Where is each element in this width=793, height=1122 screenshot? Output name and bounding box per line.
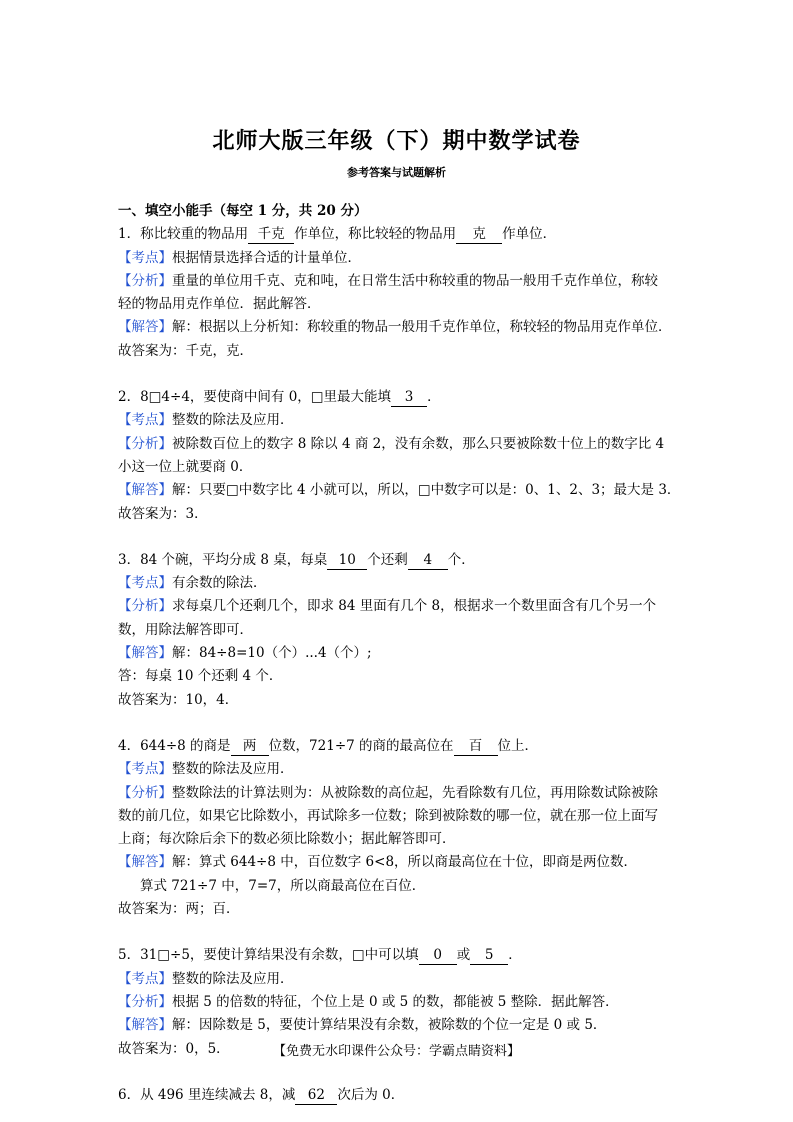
answer-blank: 百 [454, 737, 498, 756]
answer-blank: 克 [456, 225, 502, 244]
fenxi-tag: 【分析】 [118, 272, 172, 289]
fenxi-tag: 【分析】 [118, 435, 172, 452]
section-heading: 一、填空小能手（每空 1 分，共 20 分） [118, 203, 368, 219]
kaodian-tag: 【考点】 [118, 761, 172, 778]
answer-blank: 两 [231, 737, 269, 756]
question-2: 2．8□4÷4，要使商中间有 0，□里最大能填 3 ． [118, 389, 441, 406]
answer-blank: 10 [327, 551, 367, 570]
answer-blank: 5 [470, 946, 508, 965]
answer-line: 故答案为：千克，克． [118, 342, 253, 359]
fenxi-row: 【分析】整数除法的计算法则为：从被除数的高位起，先看除数有几位，再用除数试除被除 [118, 784, 658, 801]
fenxi-tag: 【分析】 [118, 993, 172, 1010]
answer-line: 故答案为：3． [118, 505, 208, 522]
answer-blank: 0 [419, 946, 457, 965]
jieda-row: 【解答】解：因除数是 5，要使计算结果没有余数，被除数的个位一定是 0 或 5． [118, 1017, 607, 1034]
question-4: 4．644÷8 的商是 两 位数，721÷7 的商的最高位在 百 位上． [118, 737, 539, 754]
text-line: 轻的物品用克作单位．据此解答． [118, 296, 321, 313]
fenxi-tag: 【分析】 [118, 598, 172, 615]
fenxi-row: 【分析】根据 5 的倍数的特征，个位上是 0 或 5 的数，都能被 5 整除．据此解答． [118, 993, 619, 1010]
jieda-tag: 【解答】 [118, 854, 172, 871]
page-title: 北师大版三年级（下）期中数学试卷 [212, 128, 581, 154]
jieda-row: 【解答】解：只要□中数字比 4 小就可以，所以，□中数字可以是：0、1、2、3；最大是 3． [118, 482, 681, 499]
kaodian-tag: 【考点】 [118, 412, 172, 429]
kaodian-tag: 【考点】 [118, 575, 172, 592]
text-line: 上商；每次除后余下的数必须比除数小；据此解答即可． [118, 831, 456, 848]
question-5: 5．31□÷5，要使计算结果没有余数，□中可以填 0 或 5 ． [118, 947, 522, 964]
kaodian-row: 【考点】根据情景选择合适的计量单位． [118, 249, 361, 266]
text-line: 算式 721÷7 中，7=7，所以商最高位在百位． [140, 877, 426, 894]
kaodian-row: 【考点】有余数的除法． [118, 575, 267, 592]
text-line: 数，用除法解答即可． [118, 621, 253, 638]
fenxi-tag: 【分析】 [118, 784, 172, 801]
jieda-row: 【解答】解：84÷8=10（个）...4（个）; [118, 645, 372, 662]
page-subtitle: 参考答案与试题解析 [347, 166, 446, 179]
kaodian-row: 【考点】整数的除法及应用． [118, 970, 294, 987]
answer-line: 故答案为：0，5． [118, 1040, 230, 1057]
answer-blank: 3 [391, 388, 427, 407]
jieda-tag: 【解答】 [118, 319, 172, 336]
answer-blank: 62 [295, 1086, 337, 1105]
answer-line: 故答案为：10，4． [118, 691, 239, 708]
fenxi-row: 【分析】重量的单位用千克、克和吨，在日常生活中称较重的物品一般用千克作单位，称较 [118, 272, 658, 289]
question-1: 1．称比较重的物品用 千克 作单位，称比较轻的物品用 克 作单位． [118, 226, 557, 243]
jieda-tag: 【解答】 [118, 1017, 172, 1034]
jieda-tag: 【解答】 [118, 482, 172, 499]
text-line: 数的前几位，如果它比除数小，再试除多一位数；除到被除数的哪一位，就在那一位上面写 [118, 807, 658, 824]
kaodian-row: 【考点】整数的除法及应用． [118, 761, 294, 778]
question-6: 6．从 496 里连续减去 8，减 62 次后为 0． [118, 1086, 405, 1103]
page-footer: 【免费无水印课件公众号：学霸点睛资料】 [272, 1044, 520, 1059]
fenxi-row: 【分析】求每桌几个还剩几个，即求 84 里面有几个 8，根据求一个数里面含有几个另一个 [118, 598, 657, 615]
answer-line: 故答案为：两；百． [118, 901, 240, 918]
text-line: 答：每桌 10 个还剩 4 个． [118, 668, 283, 685]
jieda-row: 【解答】解：根据以上分析知：称较重的物品一般用千克作单位，称较轻的物品用克作单位． [118, 319, 672, 336]
document-body [118, 200, 681, 1107]
jieda-tag: 【解答】 [118, 645, 172, 662]
jieda-row: 【解答】解：算式 644÷8 中，百位数字 6<8，所以商最高位在十位，即商是两位数． [118, 854, 638, 871]
answer-blank: 千克 [248, 225, 294, 244]
question-3: 3．84 个碗，平均分成 8 桌，每桌 10 个还剩 4 个． [118, 551, 475, 568]
text-line: 小这一位上就要商 0． [118, 458, 253, 475]
kaodian-row: 【考点】整数的除法及应用． [118, 412, 294, 429]
kaodian-tag: 【考点】 [118, 970, 172, 987]
kaodian-tag: 【考点】 [118, 249, 172, 266]
answer-blank: 4 [408, 551, 448, 570]
fenxi-row: 【分析】被除数百位上的数字 8 除以 4 商 2，没有余数，那么只要被除数十位上的数字比 4 [118, 435, 665, 452]
